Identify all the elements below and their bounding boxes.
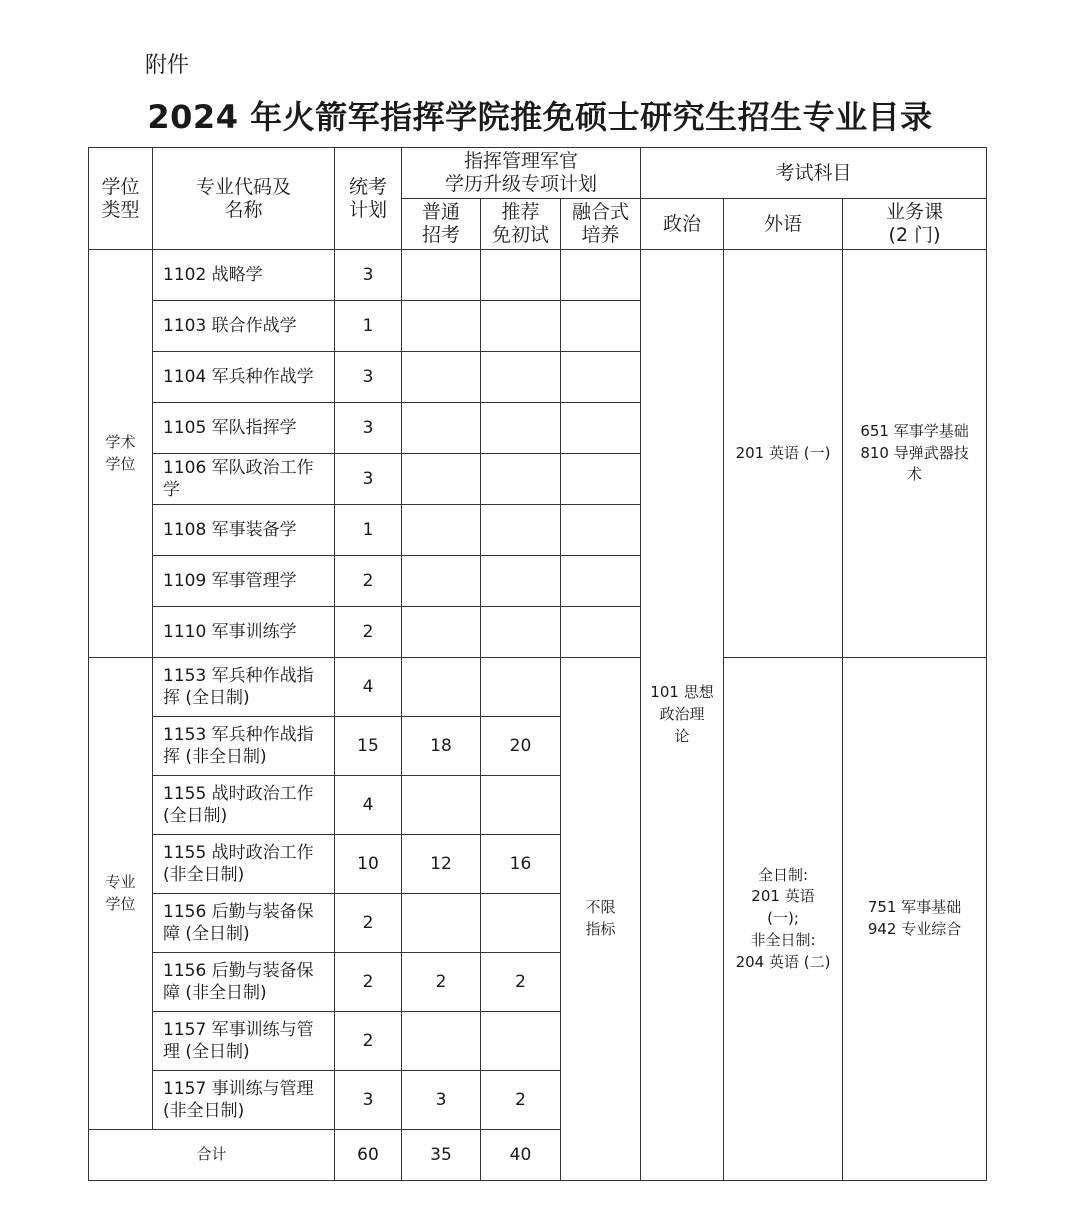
unified-plan-value: 4 [335, 776, 402, 835]
integrated-value [561, 454, 641, 505]
major-name: 1109 军事管理学 [153, 556, 335, 607]
recommended-value: 16 [481, 835, 561, 894]
header-degree-type: 学位 类型 [89, 148, 153, 250]
politics-subject: 101 思想 政治理 论 [641, 250, 724, 1181]
total-regular: 35 [402, 1130, 481, 1181]
regular-value: 2 [402, 953, 481, 1012]
major-name: 1155 战时政治工作 (全日制) [153, 776, 335, 835]
recommended-value [481, 894, 561, 953]
unified-plan-value: 2 [335, 953, 402, 1012]
regular-value [402, 250, 481, 301]
unified-plan-value: 1 [335, 505, 402, 556]
regular-value [402, 352, 481, 403]
integrated-value [561, 556, 641, 607]
academic-professional-subject: 651 军事学基础 810 导弹武器技 术 [843, 250, 987, 658]
unified-plan-value: 3 [335, 352, 402, 403]
total-recommended: 40 [481, 1130, 561, 1181]
group-professional-degree: 专业 学位 [89, 658, 153, 1130]
regular-value [402, 658, 481, 717]
unified-plan-value: 3 [335, 454, 402, 505]
annex-label: 附件 [145, 53, 190, 78]
major-name: 1104 军兵种作战学 [153, 352, 335, 403]
header-officer-plan: 指挥管理军官 学历升级专项计划 [402, 148, 641, 199]
major-name: 1102 战略学 [153, 250, 335, 301]
major-name: 1110 军事训练学 [153, 607, 335, 658]
major-name: 1103 联合作战学 [153, 301, 335, 352]
header-professional-courses: 业务课 (2 门) [843, 199, 987, 250]
professional-language-subject: 全日制: 201 英语 (一); 非全日制: 204 英语 (二) [724, 658, 843, 1181]
unified-plan-value: 3 [335, 1071, 402, 1130]
major-name: 1157 军事训练与管理 (全日制) [153, 1012, 335, 1071]
unified-plan-value: 10 [335, 835, 402, 894]
recommended-value [481, 403, 561, 454]
regular-value [402, 894, 481, 953]
major-name: 1108 军事装备学 [153, 505, 335, 556]
recommended-value [481, 658, 561, 717]
major-name: 1106 军队政治工作学 [153, 454, 335, 505]
recommended-value [481, 607, 561, 658]
unified-plan-value: 15 [335, 717, 402, 776]
total-plan: 60 [335, 1130, 402, 1181]
unified-plan-value: 3 [335, 403, 402, 454]
regular-value: 12 [402, 835, 481, 894]
professional-professional-subject: 751 军事基础 942 专业综合 [843, 658, 987, 1181]
page-title: 2024 年火箭军指挥学院推免硕士研究生招生专业目录 [147, 98, 933, 136]
regular-value [402, 1012, 481, 1071]
recommended-value [481, 776, 561, 835]
regular-value [402, 454, 481, 505]
unified-plan-value: 2 [335, 894, 402, 953]
recommended-value [481, 301, 561, 352]
major-name: 1105 军队指挥学 [153, 403, 335, 454]
regular-value: 3 [402, 1071, 481, 1130]
recommended-value: 20 [481, 717, 561, 776]
unified-plan-value: 3 [335, 250, 402, 301]
recommended-value [481, 556, 561, 607]
major-name: 1153 军兵种作战指挥 (非全日制) [153, 717, 335, 776]
header-regular: 普通 招考 [402, 199, 481, 250]
integrated-value [561, 301, 641, 352]
major-name: 1156 后勤与装备保障 (全日制) [153, 894, 335, 953]
regular-value [402, 301, 481, 352]
header-unified-plan: 统考 计划 [335, 148, 402, 250]
recommended-value: 2 [481, 953, 561, 1012]
integrated-professional: 不限 指标 [561, 658, 641, 1181]
unified-plan-value: 4 [335, 658, 402, 717]
major-name: 1157 事训练与管理 (非全日制) [153, 1071, 335, 1130]
regular-value [402, 505, 481, 556]
recommended-value [481, 352, 561, 403]
total-label: 合计 [89, 1130, 335, 1181]
regular-value [402, 556, 481, 607]
header-foreign-language: 外语 [724, 199, 843, 250]
major-name: 1155 战时政治工作 (非全日制) [153, 835, 335, 894]
regular-value [402, 607, 481, 658]
header-major: 专业代码及 名称 [153, 148, 335, 250]
header-politics: 政治 [641, 199, 724, 250]
table-row [89, 658, 987, 717]
integrated-value [561, 607, 641, 658]
major-name: 1156 后勤与装备保障 (非全日制) [153, 953, 335, 1012]
integrated-value [561, 250, 641, 301]
header-recommended: 推荐 免初试 [481, 199, 561, 250]
unified-plan-value: 2 [335, 607, 402, 658]
unified-plan-value: 2 [335, 556, 402, 607]
integrated-value [561, 352, 641, 403]
regular-value [402, 776, 481, 835]
recommended-value [481, 250, 561, 301]
major-name: 1153 军兵种作战指挥 (全日制) [153, 658, 335, 717]
header-exam-subjects: 考试科目 [641, 148, 987, 199]
group-academic-degree: 学术 学位 [89, 250, 153, 658]
unified-plan-value: 2 [335, 1012, 402, 1071]
regular-value [402, 403, 481, 454]
recommended-value [481, 505, 561, 556]
unified-plan-value: 1 [335, 301, 402, 352]
integrated-value [561, 403, 641, 454]
table-row [89, 250, 987, 301]
regular-value: 18 [402, 717, 481, 776]
major-catalog-table [88, 147, 987, 1181]
recommended-value: 2 [481, 1071, 561, 1130]
academic-language-subject: 201 英语 (一) [724, 250, 843, 658]
header-integrated: 融合式 培养 [561, 199, 641, 250]
recommended-value [481, 1012, 561, 1071]
integrated-value [561, 505, 641, 556]
recommended-value [481, 454, 561, 505]
